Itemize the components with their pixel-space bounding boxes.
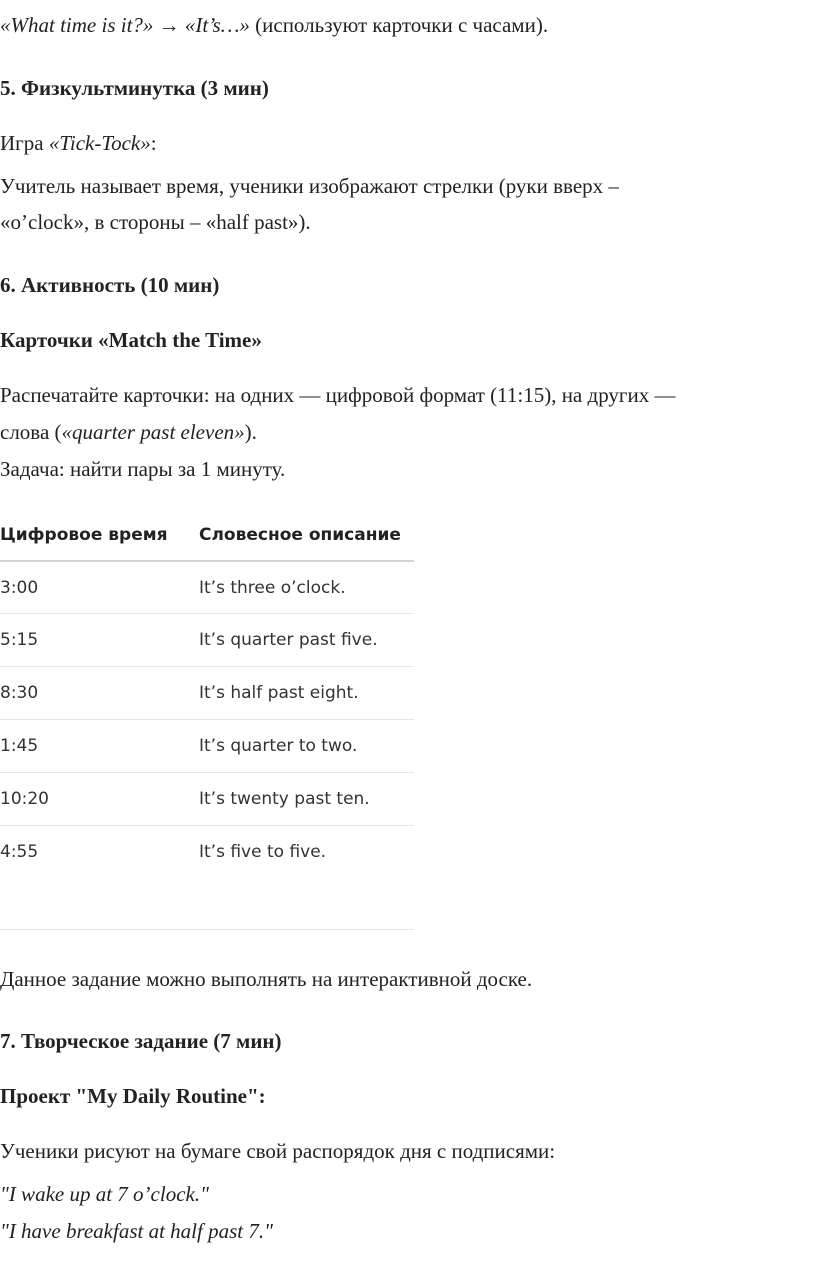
game-prefix: Игра <box>0 131 49 155</box>
table-header-words: Словесное описание <box>199 525 401 545</box>
cell-digital: 3:00 <box>0 578 39 598</box>
cell-digital: 1:45 <box>0 736 39 756</box>
table-row <box>0 613 414 667</box>
section-6-task: Задача: найти пары за 1 минуту. <box>0 457 286 481</box>
project-title: Проект "My Daily Routine": <box>0 1084 266 1108</box>
table-row <box>0 825 414 879</box>
game-name: «Tick-Tock» <box>48 131 151 155</box>
intro-question: «What time is it?» <box>0 13 154 37</box>
example-sentence-2: "I have breakfast at half past 7." <box>0 1219 273 1243</box>
table-header-digital: Цифровое время <box>0 525 168 545</box>
p2-suffix: ). <box>244 420 257 444</box>
cell-words: It’s three o’clock. <box>199 578 346 598</box>
cell-digital: 10:20 <box>0 789 49 809</box>
p2-prefix: слова ( <box>0 420 62 444</box>
cell-digital: 8:30 <box>0 683 39 703</box>
section-6-heading: 6. Активность (10 мин) <box>0 273 220 297</box>
cell-words: It’s quarter to two. <box>199 736 358 756</box>
intro-note: (используют карточки с часами). <box>255 13 549 37</box>
section-5-heading: 5. Физкультминутка (3 мин) <box>0 76 269 100</box>
table-row <box>0 719 414 773</box>
game-description-line-2: «o’clock», в стороны – «half past»). <box>0 210 311 234</box>
cell-digital: 5:15 <box>0 630 39 650</box>
table-row <box>0 772 414 826</box>
intro-answer: «It’s…» <box>184 13 250 37</box>
game-suffix: : <box>150 131 157 155</box>
cell-words: It’s five to five. <box>199 842 327 862</box>
section-6-paragraph-2 <box>0 419 257 445</box>
section-6-paragraph-1: Распечатайте карточки: на одних — цифровой формат (11:15), на других — <box>0 383 676 407</box>
intro-line <box>0 12 548 38</box>
table-row <box>0 666 414 720</box>
cell-words: It’s twenty past ten. <box>199 789 370 809</box>
after-table-note: Данное задание можно выполнять на интерактивной доске. <box>0 967 533 991</box>
section-7-heading: 7. Творческое задание (7 мин) <box>0 1029 282 1053</box>
project-description: Ученики рисуют на бумаге свой распорядок дня с подписями: <box>0 1139 556 1163</box>
cell-words: It’s half past eight. <box>199 683 359 703</box>
game-description-line-1: Учитель называет время, ученики изображают стрелки (руки вверх – <box>0 174 619 198</box>
p2-italic: «quarter past eleven» <box>61 420 245 444</box>
table-bottom-divider <box>0 929 414 930</box>
intro-arrow: → <box>158 13 180 37</box>
game-line <box>0 130 157 156</box>
section-6-subheading: Карточки «Match the Time» <box>0 328 262 352</box>
cell-words: It’s quarter past five. <box>199 630 378 650</box>
table-row <box>0 560 414 615</box>
example-sentence-1: "I wake up at 7 o’clock." <box>0 1182 209 1206</box>
cell-digital: 4:55 <box>0 842 39 862</box>
